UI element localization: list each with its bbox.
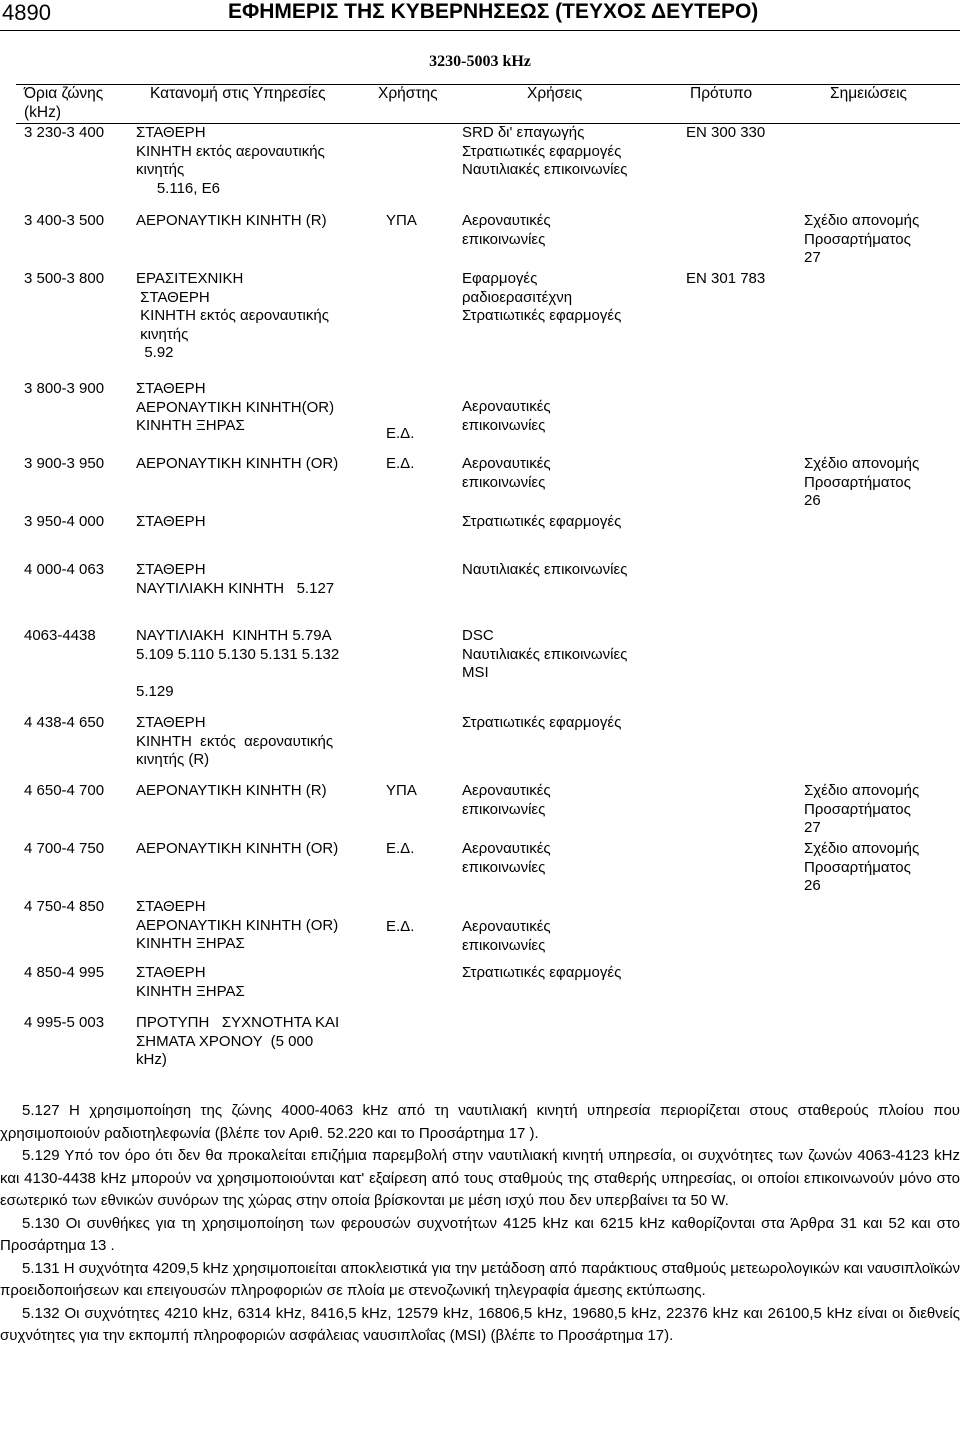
row-limits: 4 850-4 995 xyxy=(24,964,105,981)
row-limits: 4 750-4 850 xyxy=(24,898,105,915)
row-user: Ε.Δ. xyxy=(386,425,415,442)
row-notes: Σχέδιο απονομής Προσαρτήματος 27 xyxy=(804,212,920,267)
row-limits: 4 995-5 003 xyxy=(24,1014,105,1031)
row-uses: SRD δι' επαγωγής Στρατιωτικές εφαρμογές Ναυτιλιακές επικοινωνίες xyxy=(462,124,628,179)
row-user: Ε.Δ. xyxy=(386,918,415,935)
row-uses: Αεροναυτικές επικοινωνίες xyxy=(462,398,551,434)
row-allocation: ΣΤΑΘΕΡΗ ΑΕΡΟΝΑΥΤΙΚΗ ΚΙΝΗΤΗ (OR) ΚΙΝΗΤΗ ΞΗΡΑΣ xyxy=(136,898,339,953)
row-allocation: ΑΕΡΟΝΑΥΤΙΚΗ ΚΙΝΗΤΗ (R) xyxy=(136,212,327,229)
row-limits: 4 650-4 700 xyxy=(24,782,105,799)
row-uses: Αεροναυτικές επικοινωνίες xyxy=(462,782,551,818)
footnote: 5.131 Η συχνότητα 4209,5 kHz χρησιμοποιείται αποκλειστικά για την μετάδοση από παράκτιους σταθμούς μετεωρολογικών και ναυσιπλοϊκών προειδοποιήσεων και επειγουσών πληροφοριών σε πλοία με στενοζωνική τηλεγραφία άμεσης εκτύπωσης. xyxy=(0,1259,960,1299)
header-top-rule xyxy=(16,84,960,85)
row-uses: Εφαρμογές ραδιοερασιτέχνη Στρατιωτικές εφαρμογές xyxy=(462,270,622,325)
row-limits: 4 700-4 750 xyxy=(24,840,105,857)
column-header-limits: Όρια ζώνης (kHz) xyxy=(24,85,104,121)
row-uses: Στρατιωτικές εφαρμογές xyxy=(462,513,622,530)
row-standard: EN 300 330 xyxy=(686,124,766,141)
footnote: 5.129 Υπό τον όρο ότι δεν θα προκαλείται επιζήμια παρεμβολή στην ναυτιλιακή κινητή υπηρεσία, οι συχνότητες των ζωνών 4063-4123 kHz και 4130-4438 kHz μπορούν να χρησιμοποιούνται κατ' εξαίρεση από τους σταθμούς της σταθερής υπηρεσίας, οι οποίοι επικοινωνούν μόνο στο εσωτερικό των εθνικών συνόρων της χώρας στην οποία βρίσκονται με μέση ισχύ που δεν υπερβαίνει τα 50 W. xyxy=(0,1147,960,1209)
row-limits: 4 438-4 650 xyxy=(24,714,105,731)
row-uses: Αεροναυτικές επικοινωνίες xyxy=(462,918,551,954)
row-user: ΥΠΑ xyxy=(386,782,417,799)
footnotes xyxy=(0,1100,960,1348)
row-notes: Σχέδιο απονομής Προσαρτήματος 26 xyxy=(804,455,920,510)
footnote: 5.127 Η χρησιμοποίηση της ζώνης 4000-4063 kHz από τη ναυτιλιακή κινητή υπηρεσία περιορίζεται στους σταθερούς πλοίου που χρησιμοποιούν ραδιοτηλεφωνία (βλέπε τον Αριθ. 52.220 και το Προσάρτημα 17 ). xyxy=(0,1102,960,1142)
row-limits: 3 800-3 900 xyxy=(24,380,105,397)
column-header-user: Χρήστης xyxy=(378,85,438,102)
row-standard: EN 301 783 xyxy=(686,270,766,287)
row-notes: Σχέδιο απονομής Προσαρτήματος 26 xyxy=(804,840,920,895)
row-allocation: ΣΤΑΘΕΡΗ ΚΙΝΗΤΗ ΞΗΡΑΣ xyxy=(136,964,245,1000)
footnote: 5.130 Οι συνθήκες για τη χρησιμοποίηση των φερουσών συχνοτήτων 4125 kHz και 6215 kHz καθορίζονται στα Άρθρα 31 και 52 και στο Προσάρτημα 13 . xyxy=(0,1214,960,1254)
row-uses: Ναυτιλιακές επικοινωνίες xyxy=(462,561,628,578)
row-allocation: ΠΡΟΤΥΠΗ ΣΥΧΝΟΤΗΤΑ ΚΑΙ ΣΗΜΑΤΑ ΧΡΟΝΟΥ (5 000 kHz) xyxy=(136,1014,340,1069)
row-limits: 4 000-4 063 xyxy=(24,561,105,578)
band-title: 3230-5003 kHz xyxy=(429,53,531,70)
row-allocation: ΑΕΡΟΝΑΥΤΙΚΗ ΚΙΝΗΤΗ (OR) xyxy=(136,455,339,472)
row-allocation: ΑΕΡΟΝΑΥΤΙΚΗ ΚΙΝΗΤΗ (OR) xyxy=(136,840,339,857)
row-allocation: ΣΤΑΘΕΡΗ ΚΙΝΗΤΗ εκτός αεροναυτικής κινητής 5.116, E6 xyxy=(136,124,325,197)
row-limits: 3 900-3 950 xyxy=(24,455,105,472)
row-user: Ε.Δ. xyxy=(386,840,415,857)
row-limits: 3 950-4 000 xyxy=(24,513,105,530)
row-limits: 3 230-3 400 xyxy=(24,124,105,141)
row-uses: Αεροναυτικές επικοινωνίες xyxy=(462,455,551,491)
row-uses: Αεροναυτικές επικοινωνίες xyxy=(462,212,551,248)
page-number: 4890 xyxy=(2,0,51,25)
row-user: Ε.Δ. xyxy=(386,455,415,472)
page-header xyxy=(0,0,960,31)
column-header-allocation: Κατανομή στις Υπηρεσίες xyxy=(150,85,326,102)
row-allocation: ΣΤΑΘΕΡΗ ΝΑΥΤΙΛΙΑΚΗ ΚΙΝΗΤΗ 5.127 xyxy=(136,561,335,597)
footnote: 5.132 Οι συχνότητες 4210 kHz, 6314 kHz, 8416,5 kHz, 12579 kHz, 16806,5 kHz, 19680,5 kHz, 22376 kHz και 26100,5 kHz είναι οι διεθνείς συχνότητες για την εκπομπή πληροφοριών ασφάλειας ναυσιπλοΐας (MSI) (βλέπε το Προσάρτημα 17). xyxy=(0,1304,960,1344)
row-allocation: ΑΕΡΟΝΑΥΤΙΚΗ ΚΙΝΗΤΗ (R) xyxy=(136,782,327,799)
column-header-notes: Σημειώσεις xyxy=(830,85,907,102)
row-limits: 3 400-3 500 xyxy=(24,212,105,229)
row-allocation: ΣΤΑΘΕΡΗ xyxy=(136,513,206,530)
column-header-standard: Πρότυπο xyxy=(690,85,753,102)
gazette-title: ΕΦΗΜΕΡΙΣ ΤΗΣ ΚΥΒΕΡΝΗΣΕΩΣ (ΤΕΥΧΟΣ ΔΕΥΤΕΡΟ) xyxy=(228,0,759,23)
row-allocation: ΝΑΥΤΙΛΙΑΚΗ ΚΙΝΗΤΗ 5.79A 5.109 5.110 5.130 5.131 5.132 5.129 xyxy=(136,627,340,700)
row-allocation: ΣΤΑΘΕΡΗ ΑΕΡΟΝΑΥΤΙΚΗ ΚΙΝΗΤΗ(OR) ΚΙΝΗΤΗ ΞΗΡΑΣ xyxy=(136,380,335,435)
row-uses: DSC Ναυτιλιακές επικοινωνίες MSI xyxy=(462,627,628,682)
row-uses: Στρατιωτικές εφαρμογές xyxy=(462,964,622,981)
row-uses: Αεροναυτικές επικοινωνίες xyxy=(462,840,551,876)
row-user: ΥΠΑ xyxy=(386,212,417,229)
row-limits: 4063-4438 xyxy=(24,627,96,644)
row-allocation: ΣΤΑΘΕΡΗ ΚΙΝΗΤΗ εκτός αεροναυτικής κινητής (R) xyxy=(136,714,334,769)
row-notes: Σχέδιο απονομής Προσαρτήματος 27 xyxy=(804,782,920,837)
row-uses: Στρατιωτικές εφαρμογές xyxy=(462,714,622,731)
row-limits: 3 500-3 800 xyxy=(24,270,105,287)
row-allocation: ΕΡΑΣΙΤΕΧΝΙΚΗ ΣΤΑΘΕΡΗ ΚΙΝΗΤΗ εκτός αεροναυτικής κινητής 5.92 xyxy=(136,270,329,362)
column-header-uses: Χρήσεις xyxy=(527,85,583,102)
